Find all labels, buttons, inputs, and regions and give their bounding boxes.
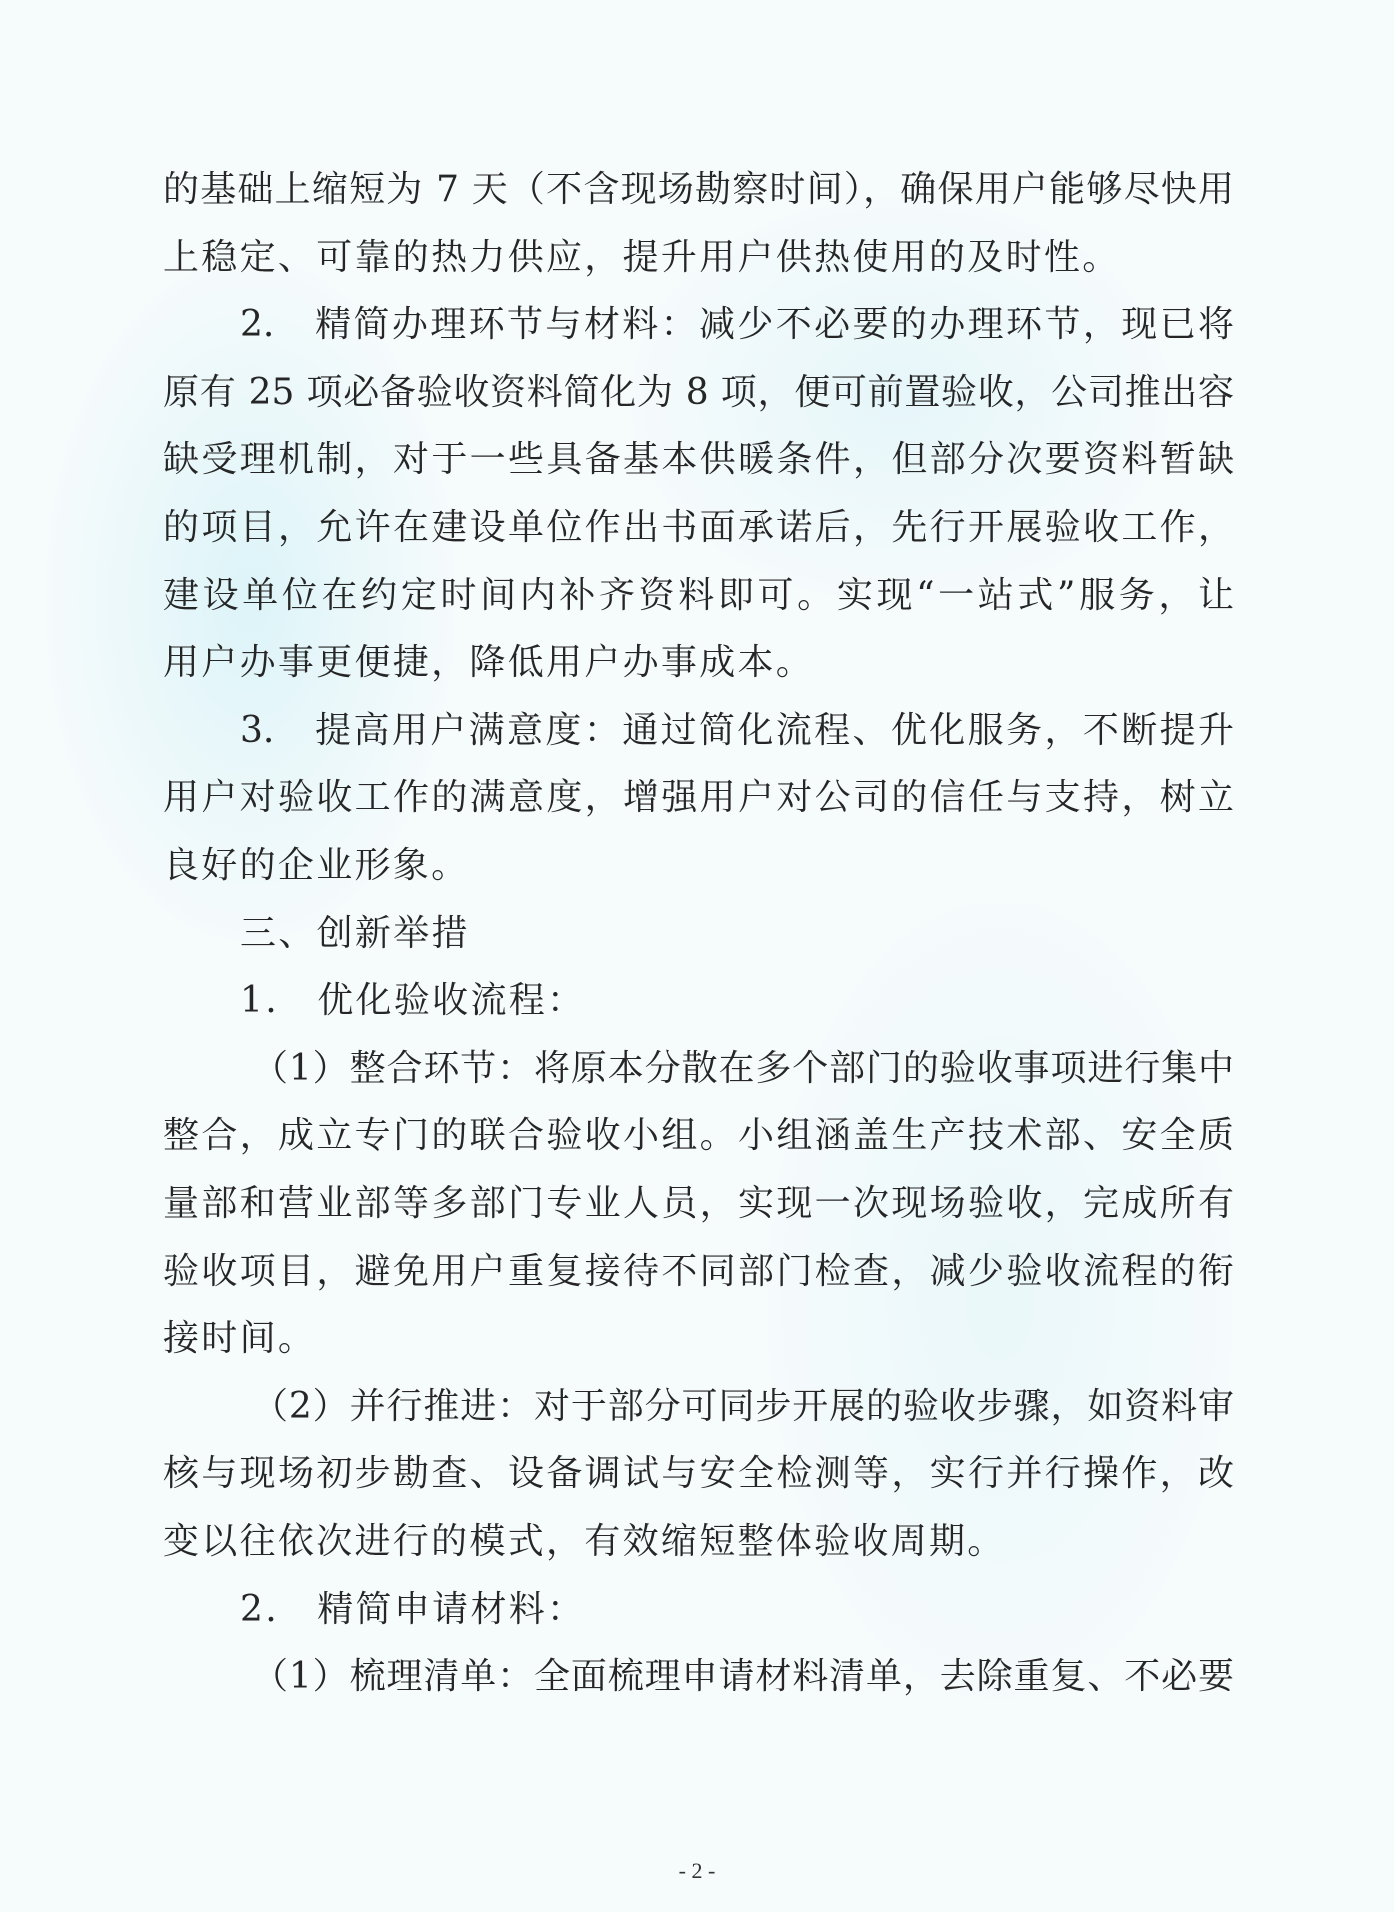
section-heading: 三、创新举措 [240, 913, 470, 954]
text-line: 变以往依次进行的模式，有效缩短整体验收周期。 [163, 1521, 1006, 1562]
text-line: 的项目，允许在建设单位作出书面承诺后，先行开展验收工作， [163, 507, 1234, 548]
text-line: 良好的企业形象。 [163, 845, 470, 886]
text-line: 用户办事更便捷，降低用户办事成本。 [163, 642, 815, 683]
text-line: 的基础上缩短为 7 天（不含现场勘察时间），确保用户能够尽快用 [163, 169, 1234, 210]
text-line: 用户对验收工作的满意度，增强用户对公司的信任与支持，树立 [163, 777, 1234, 818]
text-line: 验收项目，避免用户重复接待不同部门检查，减少验收流程的衔 [163, 1251, 1234, 1292]
text-line: 2. 精简办理环节与材料：减少不必要的办理环节，现已将 [240, 304, 1234, 345]
text-line: 量部和营业部等多部门专业人员，实现一次现场验收，完成所有 [163, 1183, 1234, 1224]
text-line: 接时间。 [163, 1318, 317, 1359]
text-line: （1）梳理清单：全面梳理申请材料清单，去除重复、不必要 [252, 1656, 1234, 1697]
text-line: 3. 提高用户满意度：通过简化流程、优化服务，不断提升 [240, 710, 1234, 751]
text-line: 核与现场初步勘查、设备调试与安全检测等，实行并行操作，改 [163, 1453, 1234, 1494]
text-line: （2）并行推进：对于部分可同步开展的验收步骤，如资料审 [252, 1386, 1234, 1427]
text-line: 整合，成立专门的联合验收小组。小组涵盖生产技术部、安全质 [163, 1115, 1234, 1156]
subheading: 2. 精简申请材料： [240, 1589, 586, 1630]
subheading: 1. 优化验收流程： [240, 980, 586, 1021]
text-line: 建设单位在约定时间内补齐资料即可。实现“一站式”服务，让 [163, 575, 1234, 616]
text-line: （1）整合环节：将原本分散在多个部门的验收事项进行集中 [252, 1048, 1234, 1089]
text-line: 上稳定、可靠的热力供应，提升用户供热使用的及时性。 [163, 237, 1121, 278]
text-line: 原有 25 项必备验收资料简化为 8 项，便可前置验收，公司推出容 [163, 372, 1234, 413]
text-line: 缺受理机制，对于一些具备基本供暖条件，但部分次要资料暂缺 [163, 439, 1234, 480]
page-number: - 2 - [678, 1858, 716, 1883]
